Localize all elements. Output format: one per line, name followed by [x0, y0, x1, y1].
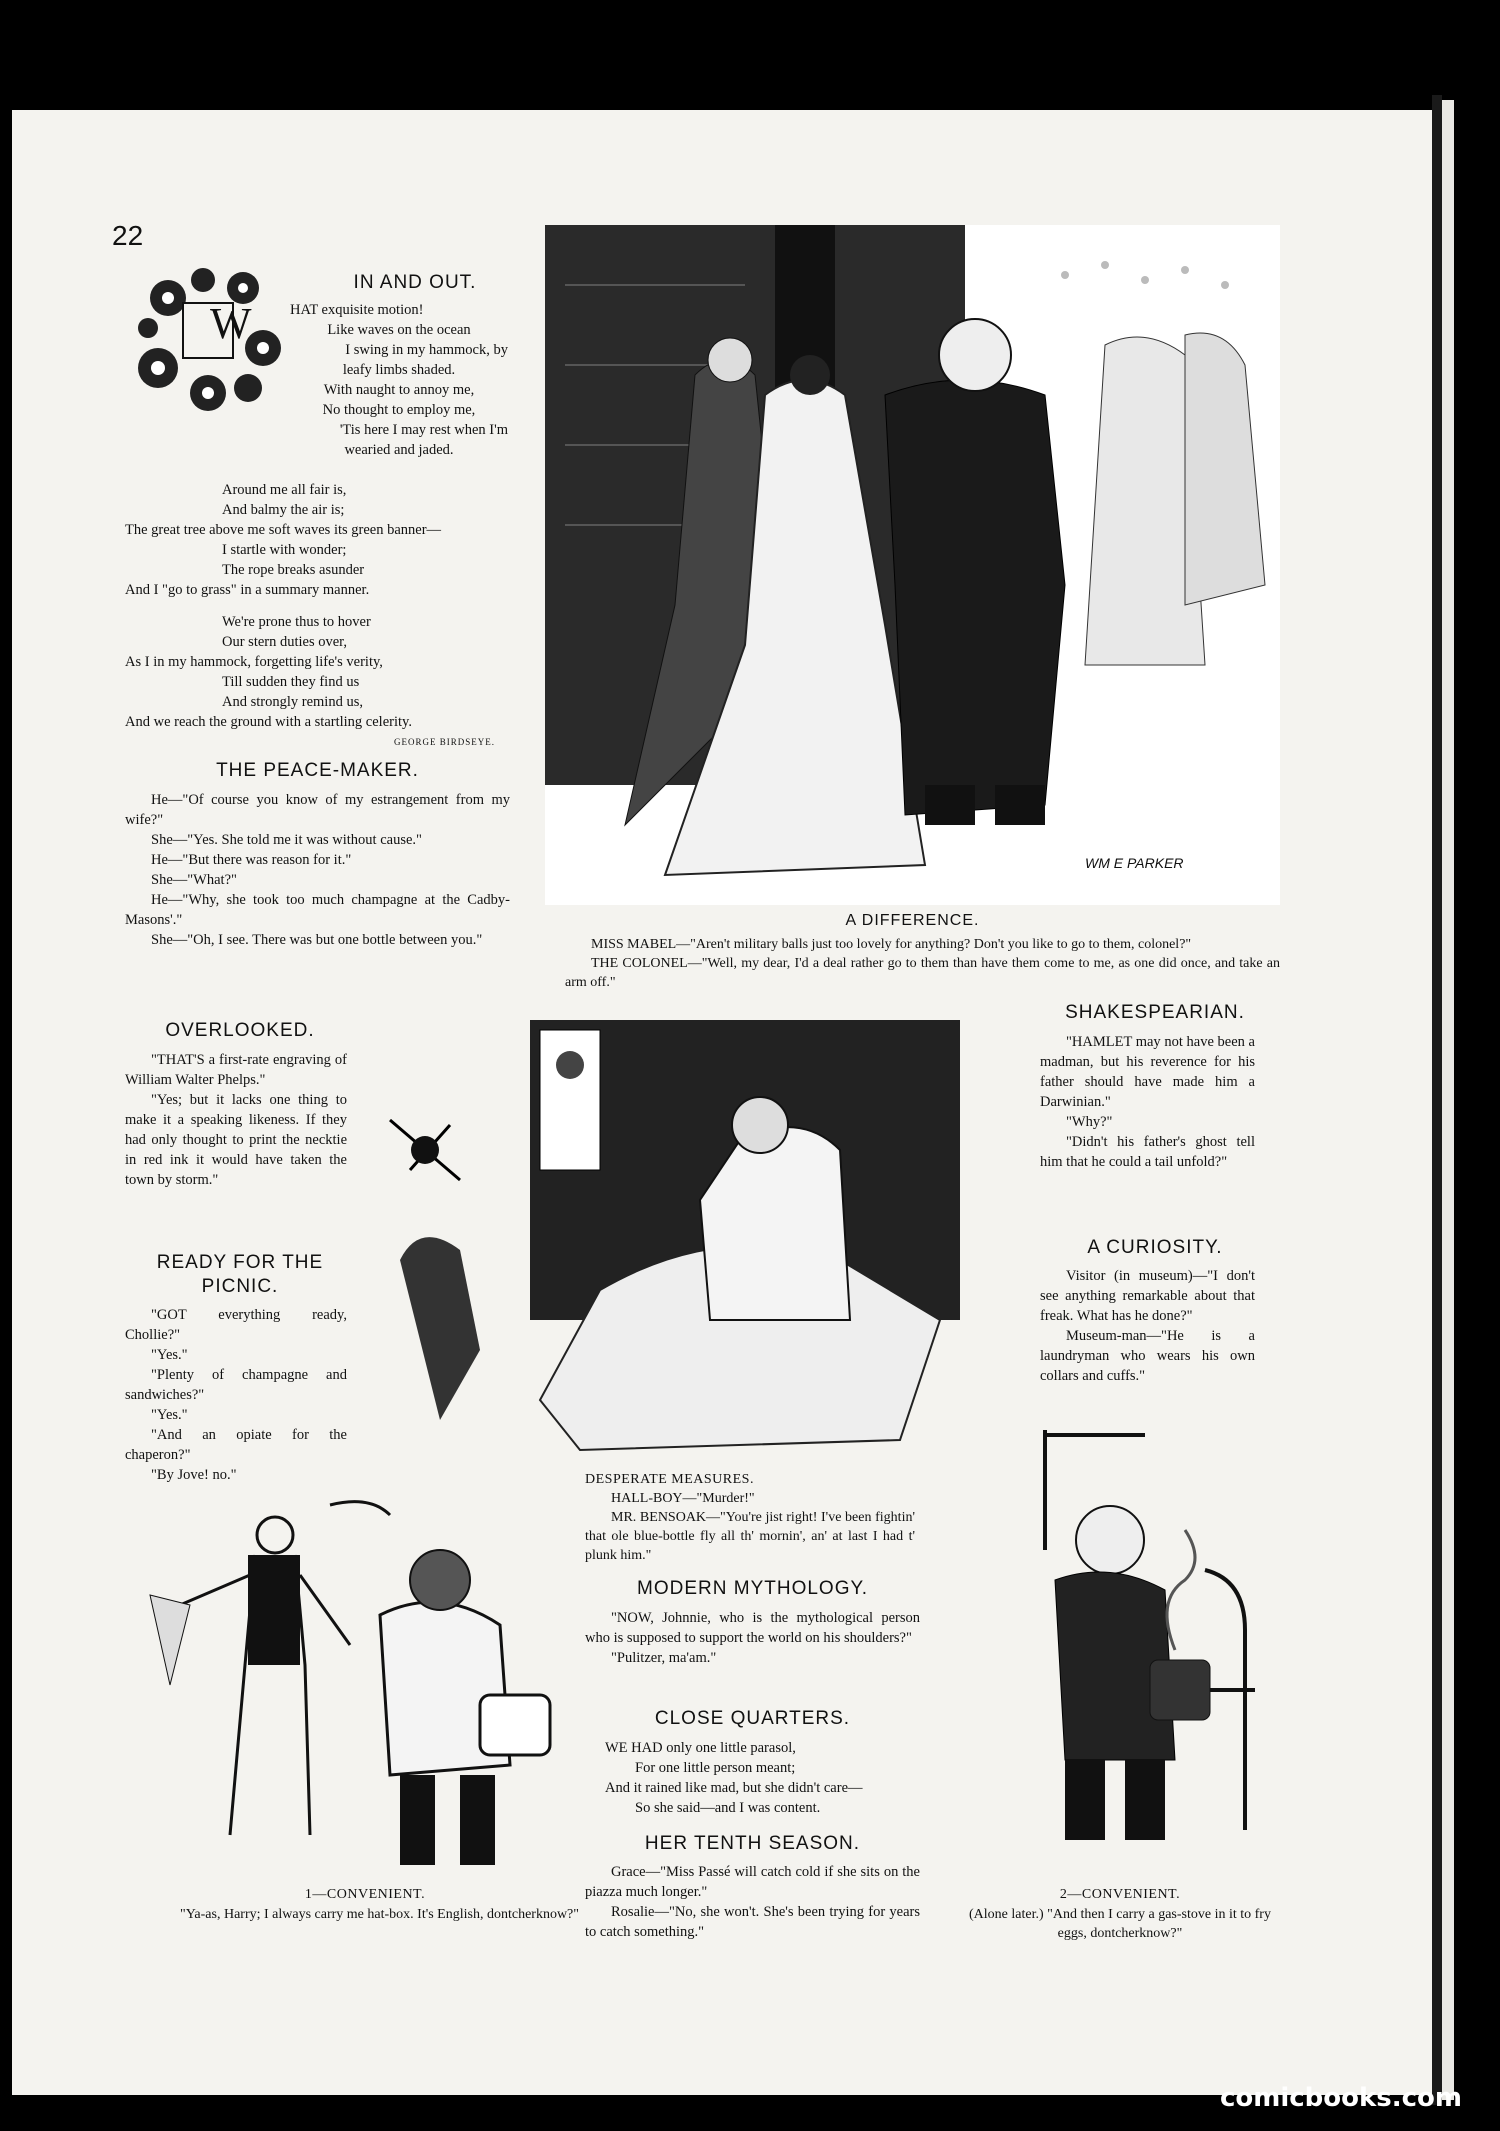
artist-signature: WM E PARKER — [1085, 855, 1184, 871]
in-and-out-stanza-1 — [290, 300, 508, 460]
curiosity-text — [1040, 1266, 1255, 1386]
next-page-edge — [1442, 100, 1454, 2100]
paragraph: "HAMLET may not have been a madman, but his reverence for his father should have made him a Darwinian." — [1040, 1034, 1255, 1110]
dialogue-line: She—"Yes. She told me it was without cause." — [151, 832, 422, 848]
verse-line: For one little person meant; — [635, 1760, 796, 1776]
convenient-1-caption: "Ya-as, Harry; I always carry me hat-box. It's English, dontcherknow?" — [180, 1907, 579, 1922]
mythology-text — [585, 1608, 920, 1668]
picnic-dialogue — [125, 1305, 347, 1485]
verse-line: No thought to employ me, — [322, 402, 476, 418]
desperate-title: DESPERATE MEASURES. — [585, 1472, 754, 1487]
mythology-title: MODERN MYTHOLOGY. — [637, 1578, 868, 1599]
dialogue-line: "And an opiate for the chaperon?" — [125, 1427, 347, 1463]
caption-line: THE COLONEL—"Well, my dear, I'd a deal rather go to them than have them come to me, as one did once, and take an arm off." — [565, 956, 1280, 990]
ball-scene-illustration — [545, 225, 1280, 905]
verse-line: As I in my hammock, forgetting life's verity, — [125, 654, 383, 670]
verse-line: Like waves on the ocean — [327, 322, 471, 338]
caption-line: HALL-BOY—"Murder!" — [611, 1491, 755, 1506]
paragraph: Museum-man—"He is a laundryman who wears his own collars and cuffs." — [1040, 1328, 1255, 1384]
dialogue-line: Rosalie—"No, she won't. She's been trying for years to catch something." — [585, 1904, 920, 1940]
floral-drop-cap-illustration — [128, 258, 288, 418]
close-quarters-title: CLOSE QUARTERS. — [654, 1708, 851, 1729]
verse-line: I swing in my hammock, by — [345, 342, 508, 358]
verse-line: The rope breaks asunder — [222, 562, 365, 578]
difference-caption — [565, 935, 1280, 992]
shakespearian-title: SHAKESPEARIAN. — [1065, 1002, 1245, 1023]
caption-line: MR. BENSOAK—"You're jist right! I've been fightin' that ole blue-bottle fly all th' mornin', an' at last I had t' plunk him." — [585, 1510, 915, 1563]
verse-line: And we reach the ground with a startling celerity. — [125, 714, 412, 730]
dialogue-line: "Plenty of champagne and sandwiches?" — [125, 1367, 347, 1403]
site-watermark: comicbooks.com — [1219, 2083, 1462, 2113]
paragraph: "Didn't his father's ghost tell him that he could a tail unfold?" — [1040, 1134, 1255, 1170]
peace-maker-dialogue — [125, 790, 510, 950]
in-and-out-title: IN AND OUT. — [353, 272, 477, 293]
paragraph: "Yes; but it lacks one thing to make it a speaking likeness. If they had only thought to print the necktie in red ink it would have taken the town by storm." — [125, 1092, 347, 1188]
picnic-title-line-1: READY FOR THE — [156, 1252, 324, 1273]
dialogue-line: "Yes." — [151, 1407, 188, 1423]
dude-and-servant-illustration — [140, 1495, 580, 1875]
verse-line: Till sudden they find us — [222, 674, 360, 690]
picnic-title-line-2: PICNIC. — [201, 1276, 279, 1297]
paragraph: Visitor (in museum)—"I don't see anything remarkable about that freak. What has he done?" — [1040, 1268, 1255, 1324]
verse-line: With naught to annoy me, — [323, 382, 475, 398]
verse-line: wearied and jaded. — [344, 442, 454, 458]
verse-line: WE HAD only one little parasol, — [605, 1740, 796, 1756]
dialogue-line: "By Jove! no." — [151, 1467, 237, 1483]
verse-line: HAT exquisite motion! — [290, 302, 424, 318]
dialogue-line: Grace—"Miss Passé will catch cold if she sits on the piazza much longer." — [585, 1864, 920, 1900]
verse-line: 'Tis here I may rest when I'm — [339, 422, 508, 438]
desperate-caption — [585, 1489, 915, 1565]
dialogue-line: He—"Why, she took too much champagne at the Cadby-Masons'." — [125, 892, 510, 928]
in-and-out-stanza-3 — [125, 612, 525, 732]
curiosity-title: A CURIOSITY. — [1087, 1237, 1223, 1258]
dialogue-line: She—"Oh, I see. There was but one bottle between you." — [151, 932, 483, 948]
dialogue-line: He—"But there was reason for it." — [151, 852, 352, 868]
verse-line: And strongly remind us, — [222, 694, 363, 710]
fly-swatting-illustration — [380, 1020, 1000, 1465]
binding-spine — [1432, 95, 1442, 2105]
overlooked-text — [125, 1050, 347, 1190]
verse-line: And I "go to grass" in a summary manner. — [125, 582, 370, 598]
in-and-out-author: GEORGE BIRDSEYE. — [394, 737, 495, 747]
paragraph: "THAT'S a first-rate engraving of William Walter Phelps." — [125, 1052, 347, 1088]
verse-line: leafy limbs shaded. — [342, 362, 456, 378]
verse-line: Our stern duties over, — [222, 634, 348, 650]
verse-line: And balmy the air is; — [222, 502, 345, 518]
in-and-out-stanza-2 — [125, 480, 525, 600]
tenth-season-text — [585, 1862, 920, 1942]
dialogue-line: She—"What?" — [151, 872, 237, 888]
dialogue-line: He—"Of course you know of my estrangement from my wife?" — [125, 792, 510, 828]
shakespearian-text — [1040, 1032, 1255, 1172]
convenient-2-title: 2—CONVENIENT. — [1059, 1887, 1181, 1902]
verse-line: And it rained like mad, but she didn't care— — [605, 1780, 863, 1796]
convenient-2-caption: (Alone later.) "And then I carry a gas-stove in it to fry eggs, dontcherknow?" — [969, 1907, 1271, 1941]
verse-line: So she said—and I was content. — [635, 1800, 821, 1816]
verse-line: We're prone thus to hover — [222, 614, 371, 630]
paragraph: "Why?" — [1066, 1114, 1113, 1130]
verse-line: I startle with wonder; — [222, 542, 347, 558]
dialogue-line: "Yes." — [151, 1347, 188, 1363]
dialogue-line: "GOT everything ready, Chollie?" — [125, 1307, 347, 1343]
paragraph: "NOW, Johnnie, who is the mythological person who is supposed to support the world on his shoulders?" — [585, 1610, 920, 1646]
drop-cap: W — [210, 299, 252, 348]
verse-line: The great tree above me soft waves its green banner— — [125, 522, 442, 538]
convenient-1-title: 1—CONVENIENT. — [304, 1887, 426, 1902]
caption-line: MISS MABEL—"Aren't military balls just too lovely for anything? Don't you like to go to them, colonel?" — [591, 937, 1192, 952]
overlooked-title: OVERLOOKED. — [165, 1020, 315, 1041]
verse-line: Around me all fair is, — [222, 482, 347, 498]
peace-maker-title: THE PEACE-MAKER. — [216, 760, 419, 781]
difference-title: A DIFFERENCE. — [845, 912, 980, 929]
gas-stove-illustration — [945, 1430, 1280, 1875]
close-quarters-verse — [585, 1738, 920, 1818]
paragraph: "Pulitzer, ma'am." — [611, 1650, 717, 1666]
tenth-season-title: HER TENTH SEASON. — [644, 1833, 861, 1854]
page-number: 22 — [112, 220, 144, 251]
